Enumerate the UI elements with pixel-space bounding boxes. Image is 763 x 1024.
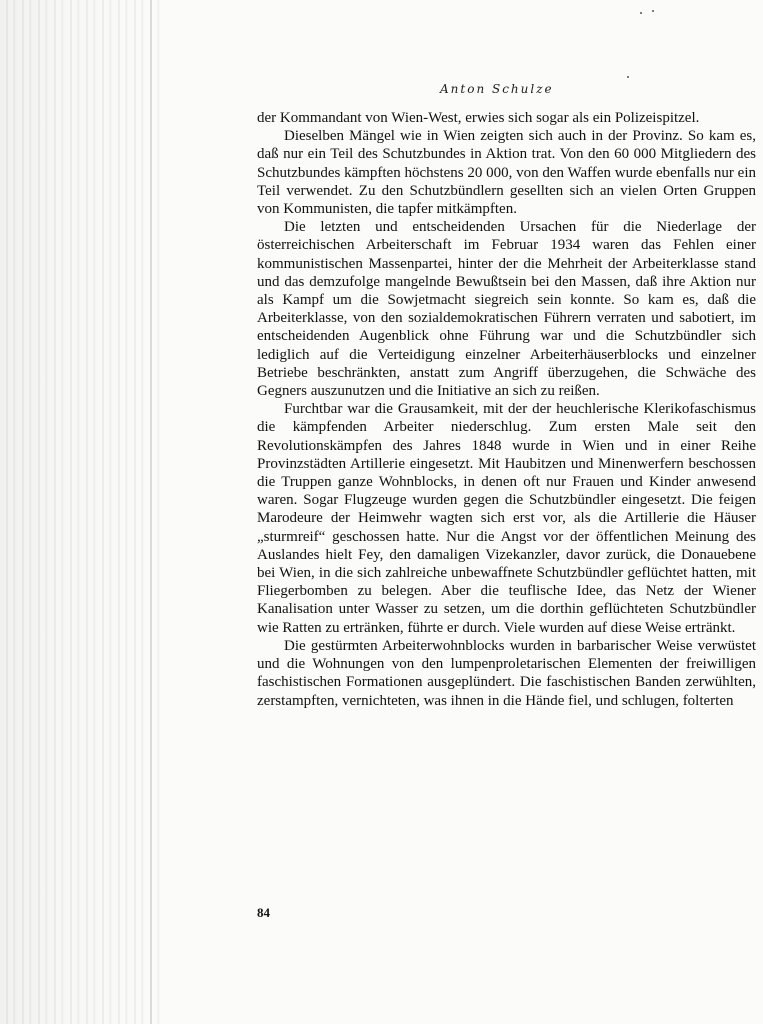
page-stack-shadow (150, 0, 152, 1024)
scan-speck (652, 10, 654, 12)
scan-speck (640, 12, 642, 14)
book-binding-edge (0, 0, 160, 1024)
paragraph-1: der Kommandant von Wien-West, erwies sich sogar als ein Polizeispitzel. (257, 110, 700, 126)
paragraph-4: Furchtbar war die Grausamkeit, mit der der heuchlerische Klerikofaschismus die kämpfenden Arbeiter niederschlug. Zum ersten Male seit den Revolutionskämpfen des Jahres 1848 wurde in Wien und in einer Reihe Provinzstädten Artillerie eingesetzt. Mit Haubitzen und Minenwerfern beschossen die Truppen ganze Wohnblocks, in denen oft nur Frauen und Kinder anwesend waren. Sogar Flugzeuge wurden gegen die Schutzbündler eingesetzt. Die feigen Marodeure der Heimwehr wagten sich erst vor, als die Artillerie die Häuser „sturmreif“ geschossen hatte. Nur die Angst vor der öffentlichen Meinung des Auslandes hielt Fey, den damaligen Vizekanzler, davor zurück, die Donauebene bei Wien, in die sich zahlreiche unbewaffnete Schutzbündler geflüchtet hatten, mit Fliegerbomben zu belegen. Aber die teuflische Idee, das Netz der Wiener Kanalisation unter Wasser zu setzen, um die dorthin geflüchteten Schutzbündler wie Ratten zu ertränken, führte er durch. Viele wurden auf diese Weise ertränkt. (257, 401, 756, 636)
paragraph-5: Die gestürmten Arbeiterwohnblocks wurden in barbarischer Weise verwüstet und die Wohnungen von den lumpenproletarischen Elementen der freiwilligen faschistischen Formationen ausgeplündert. Die faschistischen Banden zerwühlten, zerstampften, vernichteten, was ihnen in die Hände fiel, und schlugen, folterten (257, 637, 756, 709)
body-text (257, 109, 756, 710)
paragraph-3: Die letzten und entscheidenden Ursachen für die Niederlage der österreichischen Arbeiterschaft im Februar 1934 waren das Fehlen einer kommunistischen Massenpartei, hinter der die Mehrheit der Arbeiterklasse stand und das demzufolge mangelnde Bewußtsein bei den Massen, daß ihre Aktion nur als Kampf um die Sowjetmacht siegreich sein konnte. So kam es, daß die Arbeiterklasse, von den sozialdemokratischen Führern verraten und sabotiert, im entscheidenden Augenblick ohne Führung war und die Schutzbündler sich lediglich auf die Verteidigung einzelner Arbeiterhäuserblocks und einzelner Betriebe beschränkten, anstatt zum Angriff überzugehen, die Schwäche des Gegners auszunutzen und die Initiative an sich zu reißen. (257, 219, 756, 400)
scan-speck (627, 76, 629, 78)
page-number: 84 (257, 905, 270, 920)
paragraph-2: Dieselben Mängel wie in Wien zeigten sich auch in der Provinz. So kam es, daß nur ein Teil des Schutzbundes in Aktion trat. Von den 60 000 Mitgliedern des Schutzbundes kämpften höchstens 20 000, von den Waffen wurde ebenfalls nur ein Teil verwendet. Zu den Schutzbündlern gesellten sich an vielen Orten Gruppen von Kommunisten, die tapfer mitkämpften. (257, 128, 756, 218)
running-head: Anton Schulze (440, 82, 554, 96)
